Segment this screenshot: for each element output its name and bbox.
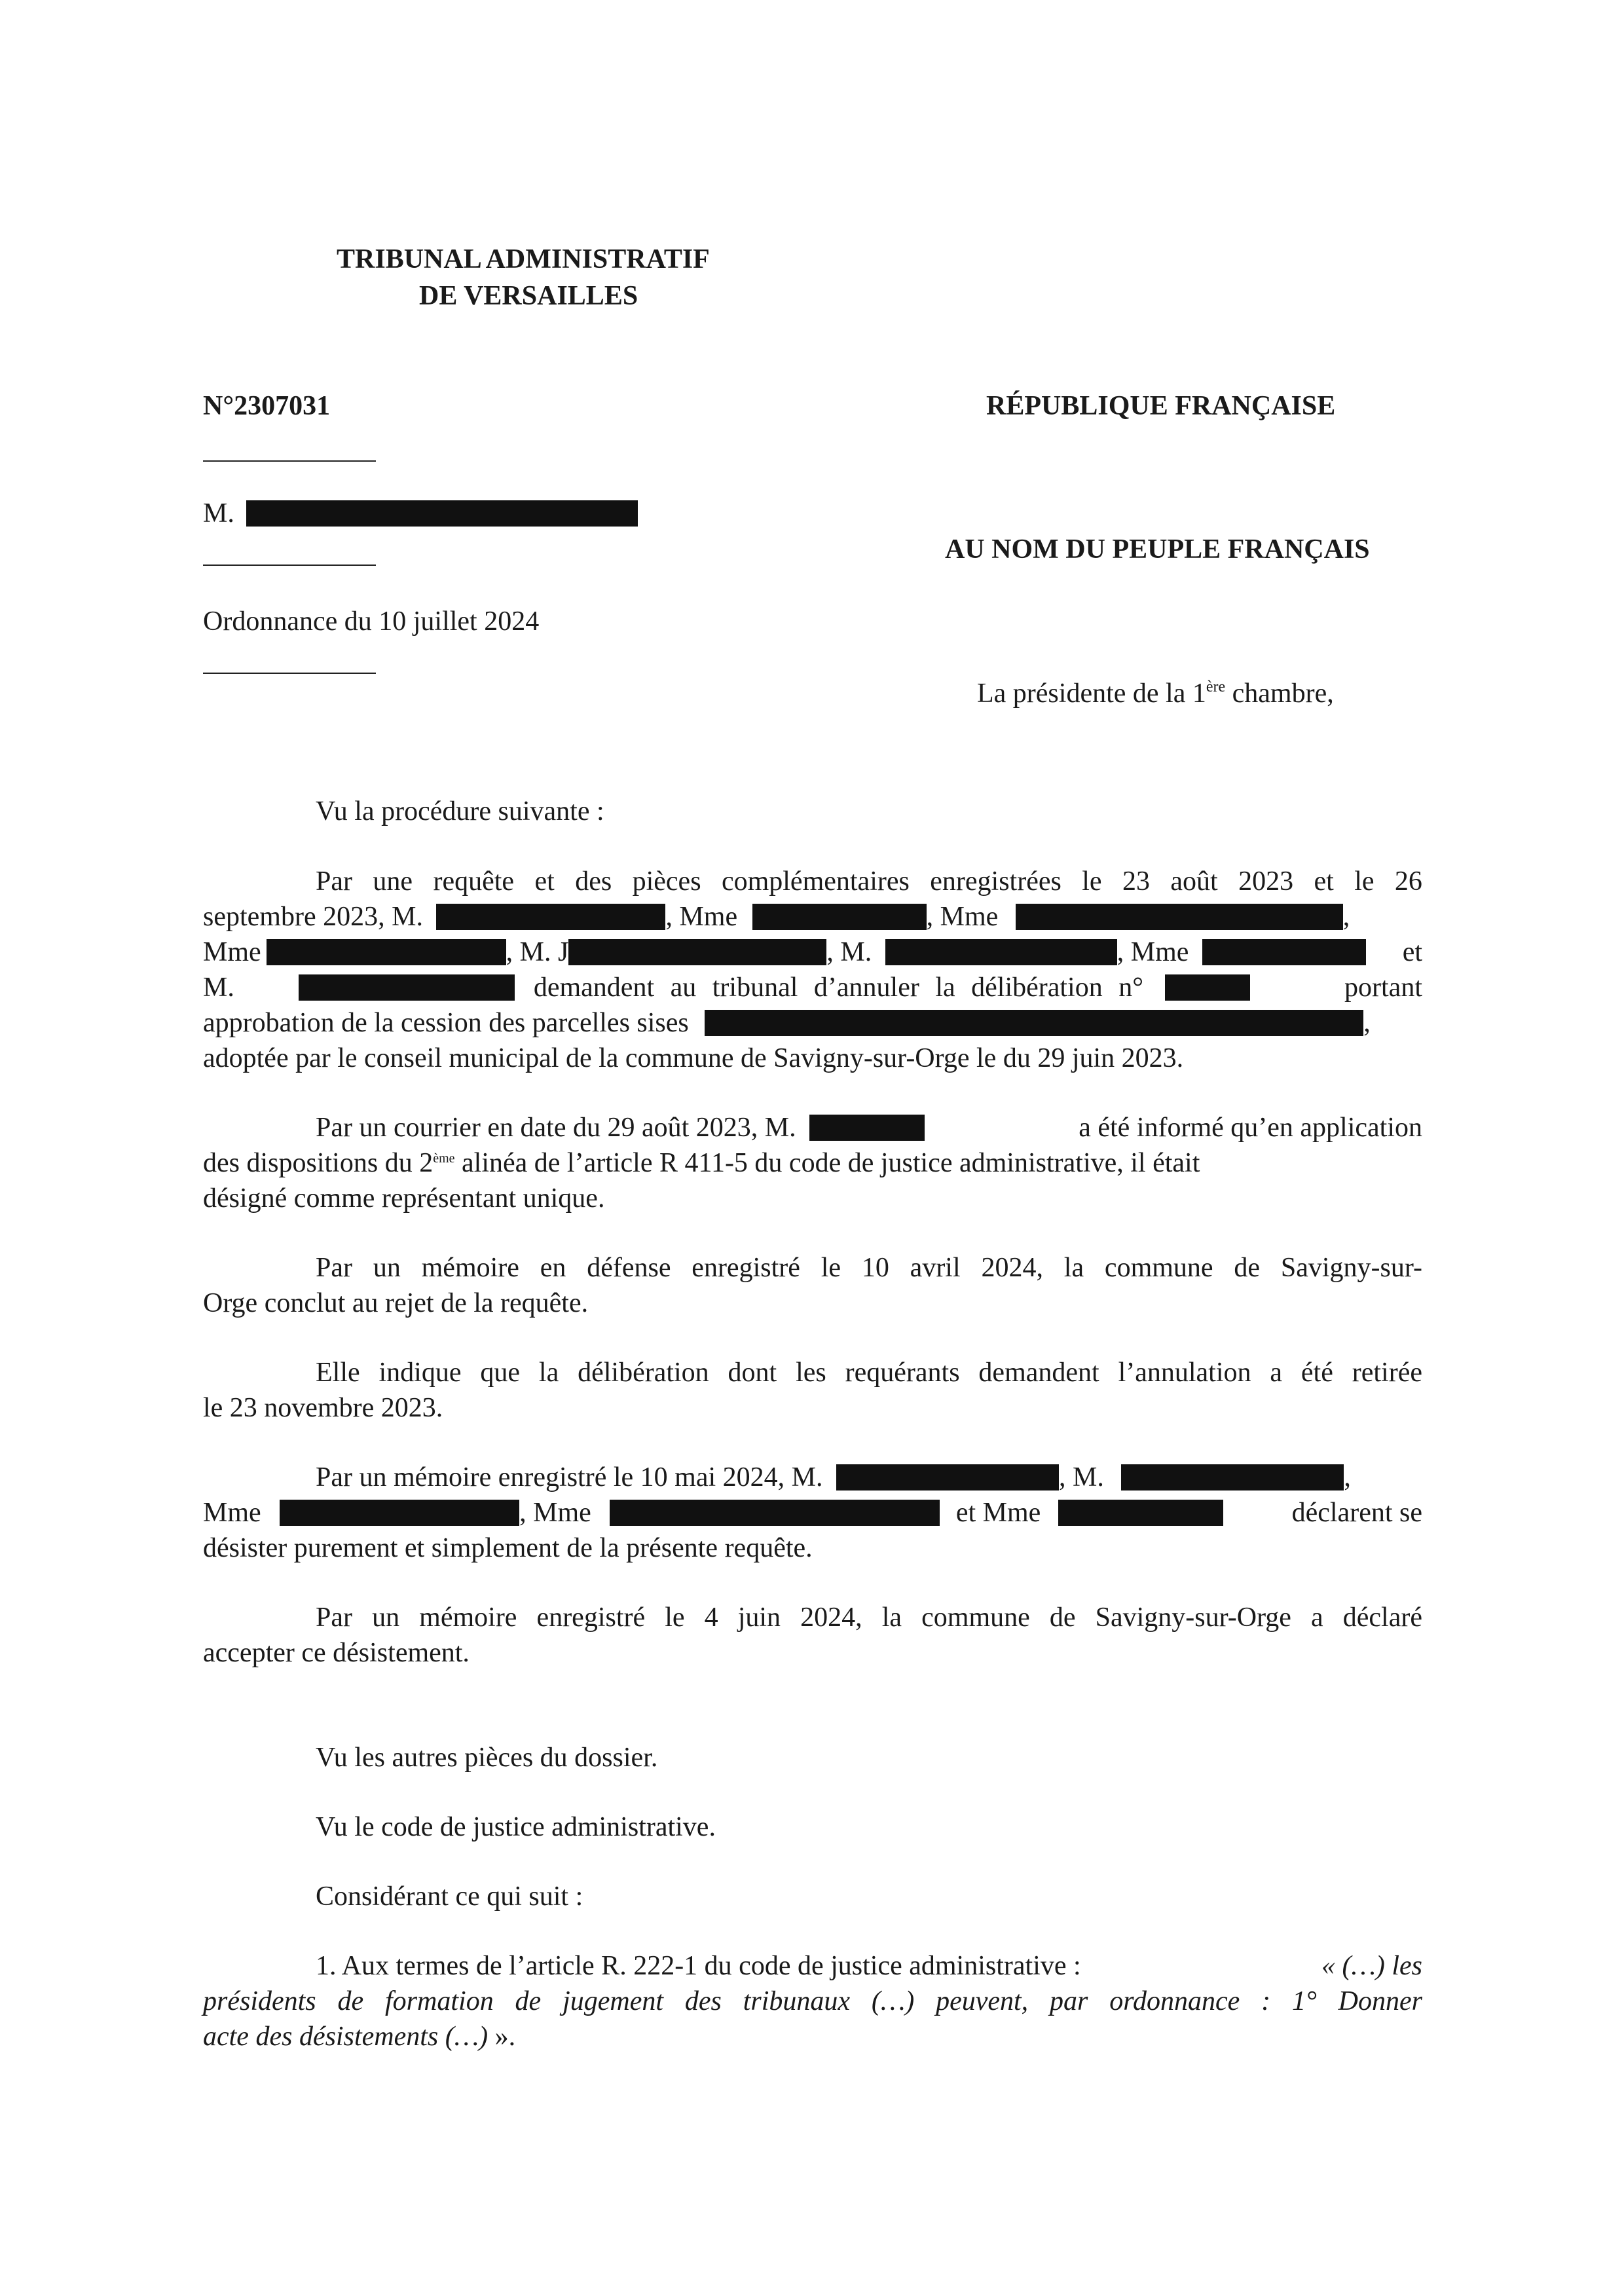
p7-line1: 1. Aux termes de l’article R. 222-1 du code de justice administrative : « (…) les (316, 1951, 1422, 1981)
redaction-block (836, 1464, 1059, 1491)
redaction-block (1165, 974, 1250, 1001)
p5-line3: désister purement et simplement de la présente requête. (203, 1533, 813, 1563)
redaction-block (809, 1115, 925, 1141)
redaction-block (246, 500, 638, 527)
people-title: AU NOM DU PEUPLE FRANÇAIS (945, 534, 1370, 565)
redaction-block (705, 1010, 1363, 1036)
redaction-block (436, 904, 665, 930)
p1-line1: Par une requête et des pièces complémentaires enregistrées le 23 août 2023 et le 26 (316, 866, 1422, 897)
redaction-block (280, 1500, 519, 1526)
redaction-block (267, 939, 506, 965)
p3-line1: Par un mémoire en défense enregistré le 10 avril 2024, la commune de Savigny-sur- (316, 1253, 1422, 1283)
redaction-block (1016, 904, 1343, 930)
party-name (203, 498, 638, 529)
considerant: Considérant ce qui suit : (316, 1881, 583, 1912)
p2-line1: Par un courrier en date du 29 août 2023, M. a été informé qu’en application (316, 1113, 1422, 1143)
p1-line4: M. demandent au tribunal d’annuler la délibération n° portant (203, 972, 1422, 1003)
redaction-block (752, 904, 927, 930)
p2-line2: des dispositions du 2ème alinéa de l’article R 411-5 du code de justice administrative, il était (203, 1148, 1200, 1178)
p2-line3: désigné comme représentant unique. (203, 1183, 605, 1213)
court-name-line1: TRIBUNAL ADMINISTRATIF (337, 244, 710, 274)
p3-line2: Orge conclut au rejet de la requête. (203, 1288, 589, 1318)
separator-rule-1 (203, 460, 376, 462)
vu-procedure: Vu la procédure suivante : (316, 796, 604, 826)
p5-line2: Mme , Mme et Mme déclarent se (203, 1498, 1422, 1528)
p1-line3: Mme , M. J , M. , Mme et (203, 937, 1422, 967)
p1-line5: approbation de la cession des parcelles sises , (203, 1008, 1371, 1038)
p7-line2: présidents de formation de jugement des tribunaux (…) peuvent, par ordonnance : 1° Donner (203, 1986, 1422, 2016)
redaction-block (1202, 939, 1366, 965)
redaction-block (1058, 1500, 1223, 1526)
redaction-block (885, 939, 1117, 965)
vu-pieces: Vu les autres pièces du dossier. (316, 1743, 658, 1773)
redaction-block (1121, 1464, 1344, 1491)
p6-line2: accepter ce désistement. (203, 1638, 470, 1668)
redaction-block (568, 939, 826, 965)
p4-line2: le 23 novembre 2023. (203, 1393, 443, 1423)
case-number: N°2307031 (203, 391, 331, 421)
p1-line2: septembre 2023, M. , Mme , Mme , (203, 902, 1350, 932)
redaction-block (610, 1500, 940, 1526)
separator-rule-3 (203, 673, 376, 674)
order-date: Ordonnance du 10 juillet 2024 (203, 606, 540, 637)
separator-rule-2 (203, 565, 376, 566)
p4-line1: Elle indique que la délibération dont les requérants demandent l’annulation a été retirée (316, 1358, 1422, 1388)
president-line: La présidente de la 1ère chambre, (977, 678, 1334, 709)
party-prefix: M. (203, 498, 234, 528)
court-name-line2: DE VERSAILLES (419, 281, 638, 311)
redaction-block (299, 974, 515, 1001)
republic-title: RÉPUBLIQUE FRANÇAISE (986, 391, 1336, 421)
vu-code: Vu le code de justice administrative. (316, 1812, 716, 1842)
p7-line3: acte des désistements (…) ». (203, 2022, 516, 2052)
p1-line6: adoptée par le conseil municipal de la commune de Savigny-sur-Orge le du 29 juin 2023. (203, 1043, 1184, 1073)
p6-line1: Par un mémoire enregistré le 4 juin 2024, la commune de Savigny-sur-Orge a déclaré (316, 1602, 1422, 1633)
p5-line1: Par un mémoire enregistré le 10 mai 2024, M. , M. , (316, 1462, 1351, 1492)
